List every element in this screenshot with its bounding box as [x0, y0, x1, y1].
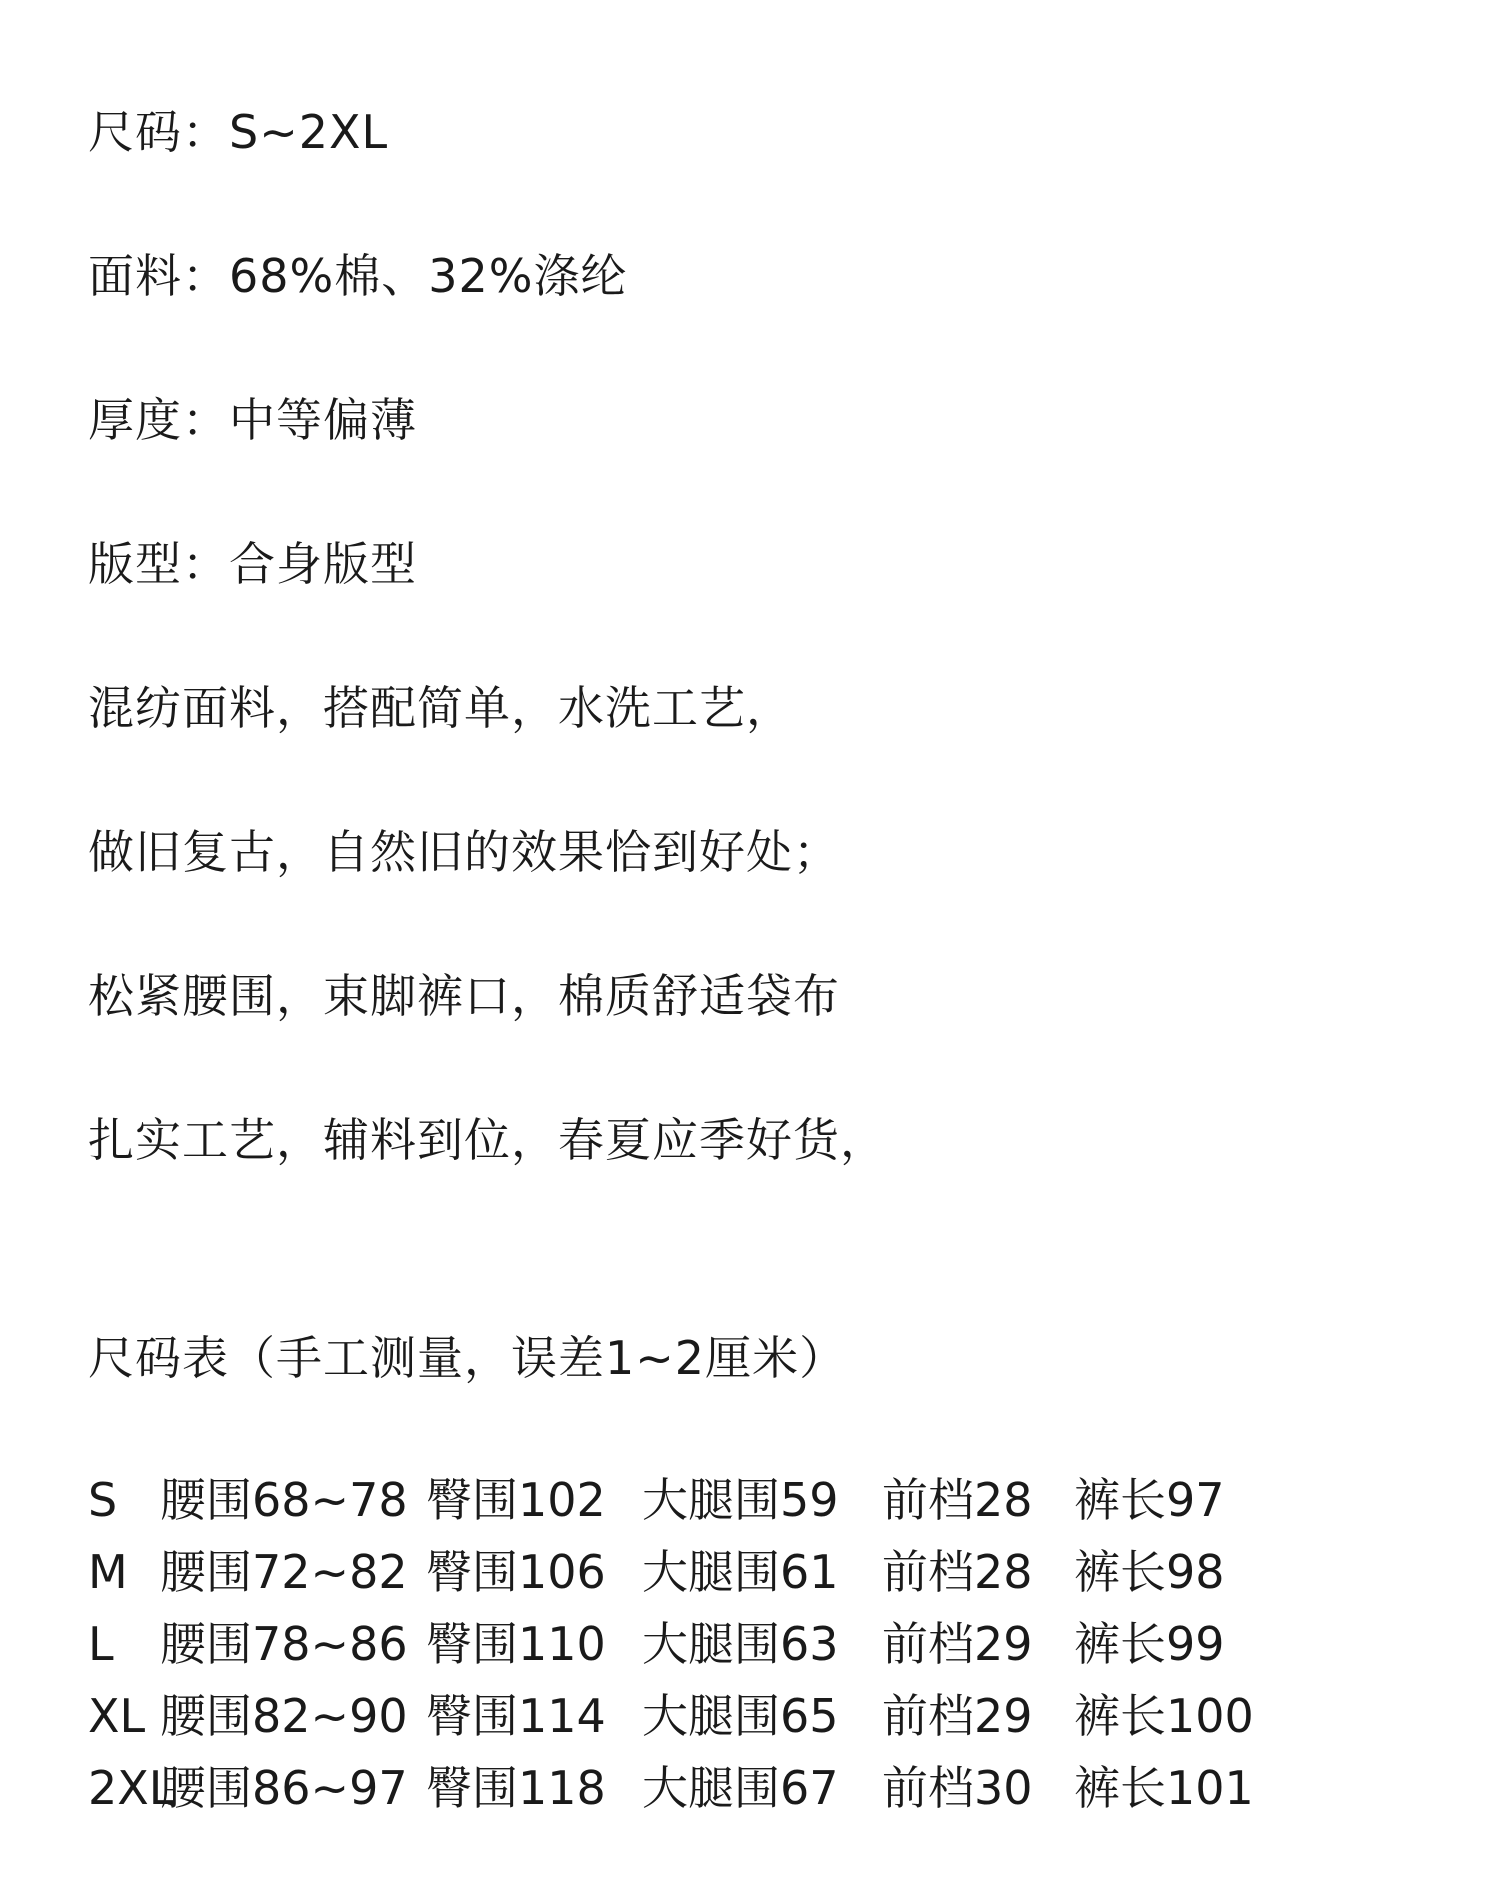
length-cell: 裤长99 [1074, 1617, 1225, 1671]
size-cell: L [88, 1617, 114, 1671]
waist-cell: 腰围68~78 [160, 1473, 408, 1527]
rise-cell: 前档30 [882, 1761, 1033, 1815]
fit-text: 版型：合身版型 [88, 537, 417, 591]
length-cell: 裤长100 [1074, 1689, 1254, 1743]
description-line: 扎实工艺，辅料到位，春夏应季好货， [88, 1113, 887, 1167]
waist-cell: 腰围86~97 [160, 1761, 408, 1815]
length-cell: 裤长97 [1074, 1473, 1225, 1527]
length-cell: 裤长101 [1074, 1761, 1254, 1815]
size-cell: S [88, 1473, 118, 1527]
size-cell: XL [88, 1689, 146, 1743]
fabric-text: 面料：68%棉、32%涤纶 [88, 249, 628, 303]
thigh-cell: 大腿围63 [642, 1617, 839, 1671]
hip-cell: 臀围118 [426, 1761, 606, 1815]
waist-cell: 腰围72~82 [160, 1545, 408, 1599]
hip-cell: 臀围110 [426, 1617, 606, 1671]
rise-cell: 前档29 [882, 1689, 1033, 1743]
thigh-cell: 大腿围61 [642, 1545, 839, 1599]
size-range-text: 尺码：S~2XL [88, 105, 389, 159]
thigh-cell: 大腿围65 [642, 1689, 839, 1743]
size-cell: 2XL [88, 1761, 175, 1815]
thigh-cell: 大腿围67 [642, 1761, 839, 1815]
rise-cell: 前档28 [882, 1473, 1033, 1527]
size-chart-title: 尺码表（手工测量，误差1~2厘米） [88, 1331, 847, 1385]
thickness-text: 厚度：中等偏薄 [88, 393, 417, 447]
rise-cell: 前档28 [882, 1545, 1033, 1599]
description-line: 混纺面料，搭配简单，水洗工艺， [88, 681, 793, 735]
hip-cell: 臀围102 [426, 1473, 606, 1527]
hip-cell: 臀围106 [426, 1545, 606, 1599]
size-cell: M [88, 1545, 128, 1599]
waist-cell: 腰围78~86 [160, 1617, 408, 1671]
hip-cell: 臀围114 [426, 1689, 606, 1743]
description-line: 做旧复古，自然旧的效果恰到好处； [88, 825, 840, 879]
length-cell: 裤长98 [1074, 1545, 1225, 1599]
description-line: 松紧腰围，束脚裤口，棉质舒适袋布 [88, 969, 840, 1023]
rise-cell: 前档29 [882, 1617, 1033, 1671]
waist-cell: 腰围82~90 [160, 1689, 408, 1743]
thigh-cell: 大腿围59 [642, 1473, 839, 1527]
